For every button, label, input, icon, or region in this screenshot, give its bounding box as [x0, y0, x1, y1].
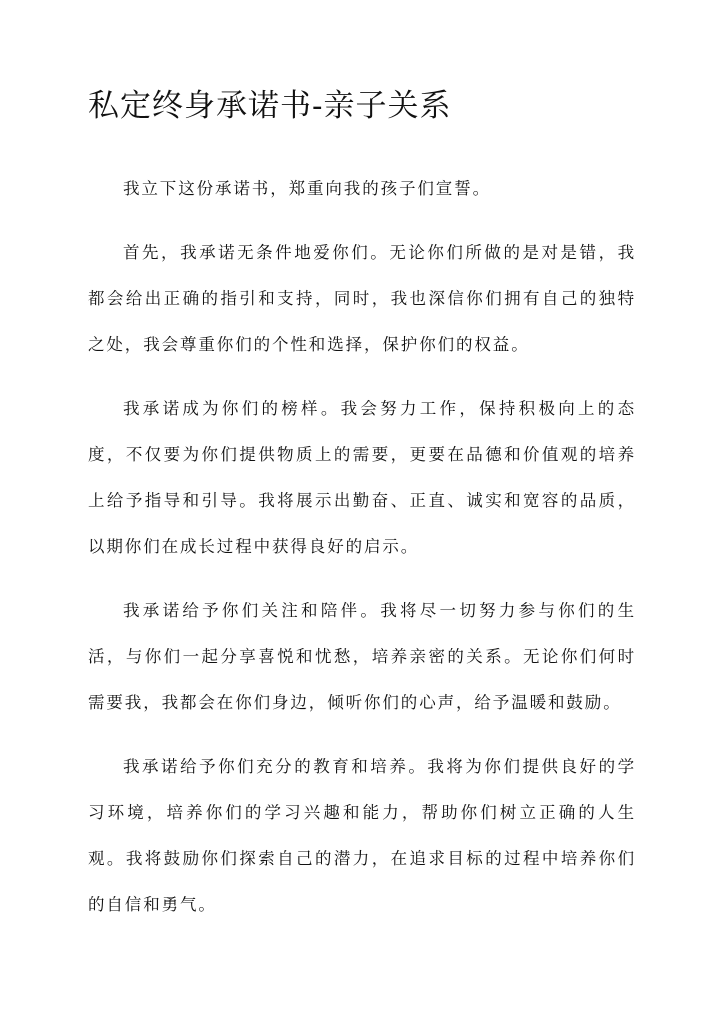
document-title: 私定终身承诺书-亲子关系	[88, 88, 452, 124]
paragraph-4: 我承诺给予你们关注和陪伴。我将尽一切努力参与你们的生活，与你们一起分享喜悦和忧愁，培养亲密的关系。无论你们何时需要我，我都会在你们身边，倾听你们的心声，给予温暖和鼓励。	[88, 601, 636, 712]
paragraph-5: 我承诺给予你们充分的教育和培养。我将为你们提供良好的学习环境，培养你们的学习兴趣和能力，帮助你们树立正确的人生观。我将鼓励你们探索自己的潜力，在追求目标的过程中培养你们的自信和勇气。	[88, 757, 636, 914]
paragraph-1: 我立下这份承诺书，郑重向我的孩子们宣誓。	[123, 179, 491, 198]
document-body	[88, 166, 636, 946]
paragraph-2: 首先，我承诺无条件地爱你们。无论你们所做的是对是错，我都会给出正确的指引和支持，同时，我也深信你们拥有自己的独特之处，我会尊重你们的个性和选择，保护你们的权益。	[88, 243, 636, 354]
paragraph-3: 我承诺成为你们的榜样。我会努力工作，保持积极向上的态度，不仅要为你们提供物质上的需要，更要在品德和价值观的培养上给予指导和引导。我将展示出勤奋、正直、诚实和宽容的品质，以期你们在成长过程中获得良好的启示。	[88, 399, 636, 556]
